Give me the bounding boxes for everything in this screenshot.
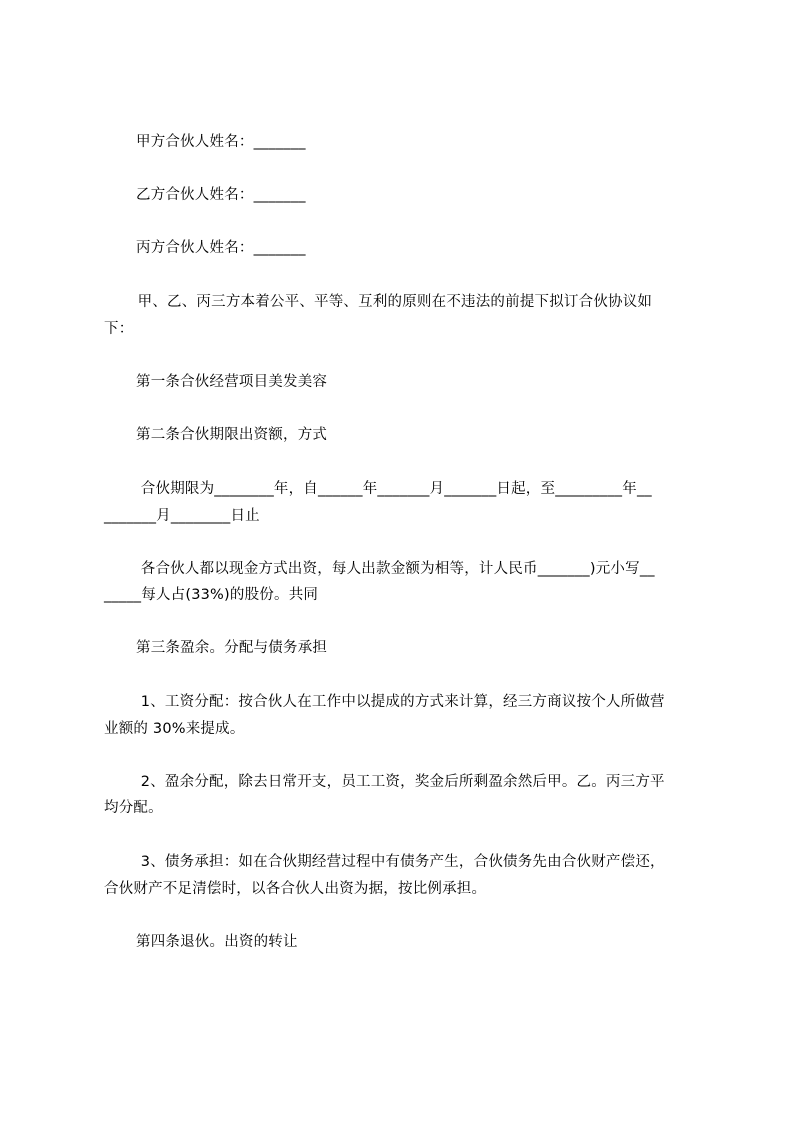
capital-paragraph-line-2: _____每人占(33%)的股份。共同 xyxy=(104,587,319,603)
wage-paragraph-line-1: 1、工资分配：按合伙人在工作中以提成的方式来计算，经三方商议按个人所做营 xyxy=(136,694,665,710)
party-b-name-line: 乙方合伙人姓名：_______ xyxy=(136,187,306,203)
debt-paragraph-line-1: 3、债务承担：如在合伙期经营过程中有债务产生，合伙债务先由合伙财产偿还， xyxy=(136,854,665,870)
term-paragraph-line-1: 合伙期限为________年，自______年_______月_______日起，至_________年__ xyxy=(136,481,652,497)
surplus-paragraph-line-1: 2、盈余分配，除去日常开支，员工工资，奖金后所剩盈余然后甲。乙。丙三方平 xyxy=(136,774,665,790)
article-3-heading: 第三条盈余。分配与债务承担 xyxy=(136,640,328,656)
intro-paragraph-line-1: 甲、乙、丙三方本着公平、平等、互利的原则在不违法的前提下拟订合伙协议如 xyxy=(128,294,653,310)
article-2-heading: 第二条合伙期限出资额，方式 xyxy=(136,427,328,443)
party-a-name-line: 甲方合伙人姓名：_______ xyxy=(136,134,306,150)
term-paragraph-line-2: _______月________日止 xyxy=(104,508,260,524)
wage-paragraph-line-2: 业额的 30%来提成。 xyxy=(104,721,245,737)
intro-paragraph-line-2: 下： xyxy=(104,321,134,337)
article-4-heading: 第四条退伙。出资的转让 xyxy=(136,934,298,950)
capital-paragraph-line-1: 各合伙人都以现金方式出资，每人出款金额为相等，计人民币_______)元小写__ xyxy=(136,561,655,577)
party-c-name-line: 丙方合伙人姓名：_______ xyxy=(136,240,306,256)
surplus-paragraph-line-2: 均分配。 xyxy=(104,800,163,816)
debt-paragraph-line-2: 合伙财产不足清偿时，以各合伙人出资为据，按比例承担。 xyxy=(104,881,487,897)
article-1-heading: 第一条合伙经营项目美发美容 xyxy=(136,374,328,390)
